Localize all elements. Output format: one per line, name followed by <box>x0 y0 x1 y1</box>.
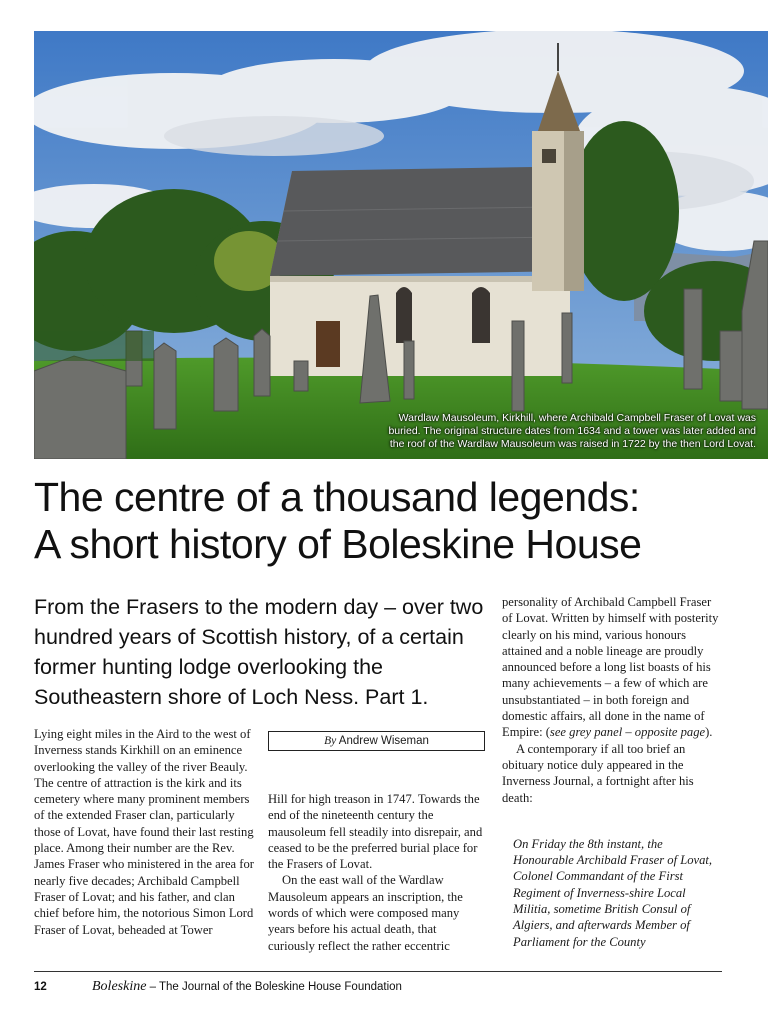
body-paragraph: Hill for high treason in 1747. Towards the end of the nineteenth century the mausoleum fell steadily into disrepair, and ceased to be the preferred burial place for the Frasers of Lovat. <box>268 792 483 872</box>
caption-line: the roof of the Wardlaw Mausoleum was raised in 1722 by the then Lord Lovat. <box>389 438 756 450</box>
byline-prefix: By <box>324 735 337 747</box>
church-graveyard-photo <box>34 31 768 459</box>
body-column-2 <box>268 791 486 954</box>
byline-author: Andrew Wiseman <box>338 735 429 747</box>
body-paragraph: On the east wall of the Wardlaw Mausoleum appears an inscription, the words of which were composed many years before his actual death, that curiously reflect the rather eccentric <box>268 873 463 953</box>
journal-tagline: – The Journal of the Boleskine House Foundation <box>149 981 402 993</box>
page-number: 12 <box>34 981 47 993</box>
photo-illustration <box>34 31 768 459</box>
body-column-1 <box>34 726 256 938</box>
article-standfirst: From the Frasers to the modern day – over two hundred years of Scottish history, of a certain former hunting lodge overlooking the Southeastern shore of Loch Ness. Part 1. <box>34 595 484 709</box>
body-paragraph: Lying eight miles in the Aird to the west of Inverness stands Kirkhill on an eminence overlooking the valley of the river Beauly. The centre of attraction is the kirk and its cemetery where many prominent members of the extended Fraser clan, particularly those of Lovat, have found their last resting place. Among their number are the Rev. James Fraser who ministered in the area for nearly five decades; Archibald Campbell Fraser of Lovat; and his father, and clan chief before him, the notorious Simon Lord Fraser of Lovat, beheaded at Tower <box>34 727 254 937</box>
page-footer <box>34 979 402 995</box>
photo-caption <box>386 412 756 451</box>
body-paragraph <box>502 594 722 741</box>
cross-reference: see grey panel – opposite page <box>549 725 706 740</box>
caption-line: Wardlaw Mausoleum, Kirkhill, where Archibald Campbell Fraser of Lovat was <box>398 412 756 424</box>
body-text: ). <box>705 725 713 740</box>
byline-box <box>268 731 485 751</box>
body-column-3 <box>502 594 722 950</box>
obituary-quote: On Friday the 8th instant, the Honourable Archibald Fraser of Lovat, Colonel Commandant of the First Regiment of Inverness-shire Local Militia, sometime British Consul of Algiers, and afterwards Member of Parliament for the County <box>513 836 713 949</box>
article-title <box>34 474 754 568</box>
body-text: personality of Archibald Campbell Fraser of Lovat. Written by himself with posterity clearly on his mind, various honours attained and a noble lineage are proudly announced before a long list boasts of his many achievements – a few of which are unsubstantiated – in both foreign and domestic affairs, all done in the name of Empire: ( <box>502 595 719 740</box>
title-line-1: The centre of a thousand legends: <box>34 474 640 520</box>
title-line-2: A short history of Boleskine House <box>34 521 642 567</box>
footer-rule <box>34 971 722 972</box>
body-paragraph: A contemporary if all too brief an obituary notice duly appeared in the Inverness Journal, a fortnight after his death: <box>502 741 694 805</box>
journal-name: Boleskine <box>92 979 147 994</box>
caption-line: buried. The original structure dates from 1634 and a tower was later added and <box>388 425 756 437</box>
